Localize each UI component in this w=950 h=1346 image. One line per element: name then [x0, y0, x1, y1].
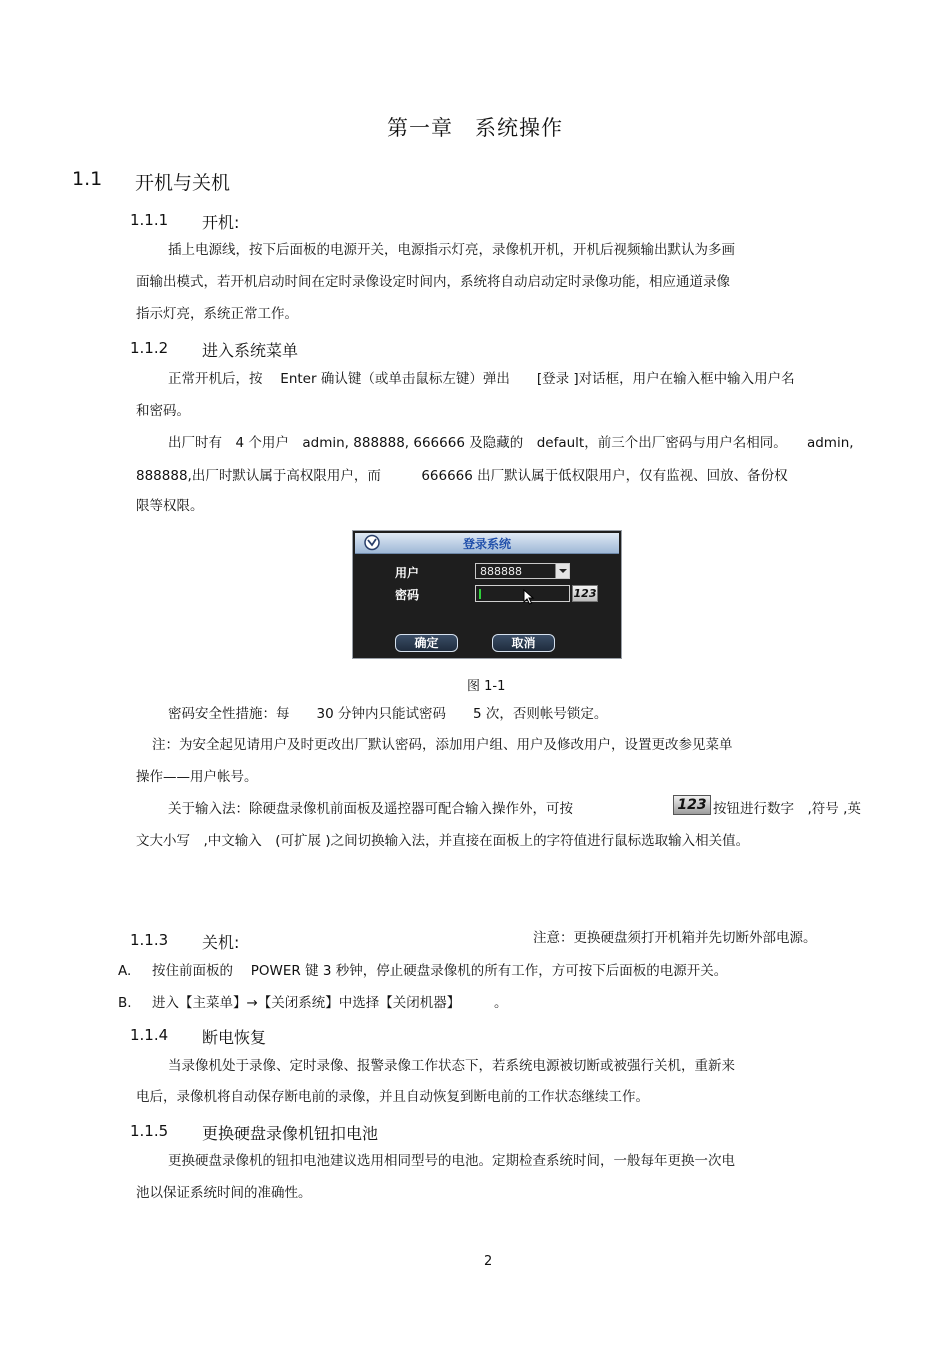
paragraph-line: 指示灯亮，系统正常工作。 [136, 306, 298, 322]
section-1-1-1-title: 开机: [202, 213, 240, 232]
user-label: 用户 [395, 566, 420, 580]
section-1-1-5-title: 更换硬盘录像机钮扣电池 [202, 1124, 379, 1143]
paragraph-line: 888888,出厂时默认属于高权限用户，而 666666 出厂默认属于低权限用户，仅有监视、回放、备份权 [136, 468, 788, 484]
section-1-1-number: 1.1 [72, 168, 103, 190]
list-item: 进入【主菜单】→【关闭系统】中选择【关闭机器】 。 [152, 995, 508, 1011]
mouse-cursor-icon [523, 589, 535, 605]
paragraph-line: 文大小写 ,中文输入 (可扩展 )之间切换输入法，并直接在面板上的字符值进行鼠标选取输入相关值。 [136, 833, 750, 849]
chapter-title: 第一章 系统操作 [387, 116, 563, 140]
dialog-title-bar [355, 533, 619, 554]
paragraph-line: 和密码。 [136, 403, 190, 419]
paragraph-line: 关于输入法：除硬盘录像机前面板及遥控器可配合输入操作外，可按 [168, 801, 573, 817]
section-1-1-4-number: 1.1.4 [130, 1026, 169, 1044]
ok-button[interactable]: 确定 [395, 634, 458, 652]
login-dialog [352, 530, 622, 659]
dialog-title: 登录系统 [462, 537, 511, 551]
paragraph-line: 池以保证系统时间的准确性。 [136, 1185, 312, 1201]
section-1-1-3-title: 关机: [202, 933, 240, 952]
paragraph-line: 密码安全性措施：每 30 分钟内只能试密码 5 次，否则帐号锁定。 [168, 706, 608, 722]
dropdown-arrow-icon [559, 569, 567, 573]
dropdown-button[interactable] [555, 564, 569, 578]
section-1-1-title: 开机与关机 [135, 172, 231, 194]
section-1-1-2-number: 1.1.2 [130, 339, 169, 357]
user-select-value: 888888 [480, 565, 522, 578]
section-1-1-4-title: 断电恢复 [202, 1028, 267, 1047]
list-marker: B. [118, 995, 132, 1011]
list-item: 按住前面板的 POWER 键 3 秒钟，停止硬盘录像机的所有工作，方可按下后面板的电源开关。 [152, 963, 728, 979]
paragraph-line: 插上电源线，按下后面板的电源开关，电源指示灯亮，录像机开机，开机后视频输出默认为多画 [168, 242, 735, 258]
paragraph-line: 操作——用户帐号。 [136, 769, 258, 785]
text-caret [479, 589, 481, 599]
paragraph-line: 面输出模式，若开机启动时间在定时录像设定时间内，系统将自动启动定时录像功能，相应通道录像 [136, 274, 730, 290]
list-marker: A. [118, 963, 132, 979]
paragraph-line: 按钮进行数字 ,符号 ,英 [713, 801, 861, 817]
ime-switch-button[interactable]: 123 [573, 587, 597, 600]
user-select[interactable] [475, 563, 570, 579]
ime-123-icon: 123 [673, 795, 711, 815]
paragraph-line: 正常开机后，按 Enter 确认键（或单击鼠标左键）弹出 [登录 ]对话框，用户在输入框中输入用户名 [168, 371, 795, 387]
password-label: 密码 [395, 588, 420, 602]
page-number: 2 [484, 1254, 493, 1269]
paragraph-line: 出厂时有 4 个用户 admin, 888888, 666666 及隐藏的 default，前三个出厂密码与用户名相同。 admin, [168, 435, 854, 451]
section-1-1-2-title: 进入系统菜单 [202, 341, 299, 360]
section-1-1-1-number: 1.1.1 [130, 211, 169, 229]
paragraph-line: 限等权限。 [136, 498, 204, 514]
figure-caption: 图 1-1 [467, 679, 506, 694]
paragraph-line: 更换硬盘录像机的钮扣电池建议选用相同型号的电池。定期检查系统时间，一般每年更换一次电 [168, 1153, 735, 1169]
cancel-button[interactable]: 取消 [492, 634, 555, 652]
section-1-1-5-number: 1.1.5 [130, 1122, 169, 1140]
paragraph-line: 注：为安全起见请用户及时更改出厂默认密码，添加用户组、用户及修改用户，设置更改参见菜单 [152, 737, 733, 753]
paragraph-line: 当录像机处于录像、定时录像、报警录像工作状态下，若系统电源被切断或被强行关机，重新来 [168, 1058, 735, 1074]
paragraph-line: 电后，录像机将自动保存断电前的录像，并且自动恢复到断电前的工作状态继续工作。 [136, 1089, 649, 1105]
section-1-1-3-number: 1.1.3 [130, 931, 169, 949]
shutdown-note: 注意：更换硬盘须打开机箱并先切断外部电源。 [533, 930, 817, 946]
